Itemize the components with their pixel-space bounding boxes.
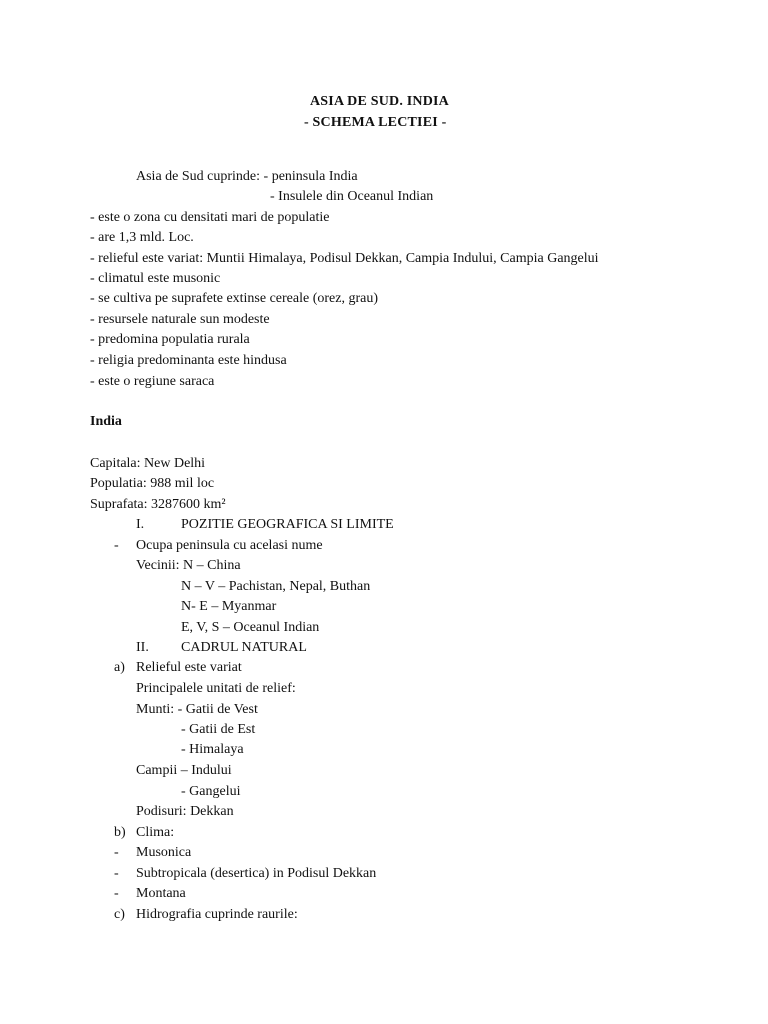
intro-bullet: - religia predominanta este hindusa: [90, 353, 287, 368]
section2-title: CADRUL NATURAL: [181, 640, 307, 655]
list-marker-c: c): [114, 907, 125, 922]
section1-item: Ocupa peninsula cu acelasi nume: [136, 538, 323, 553]
section1-dash: -: [114, 538, 119, 553]
india-populatia: Populatia: 988 mil loc: [90, 476, 215, 491]
vecinii-label: Vecinii: N – China: [136, 558, 241, 573]
principal-relief: Principalele unitati de relief:: [136, 681, 296, 696]
clima-dash: -: [114, 866, 119, 881]
intro-bullet: - este o regiune saraca: [90, 374, 215, 389]
campii-label: Campii – Indului: [136, 763, 232, 778]
clima-label: Clima:: [136, 825, 175, 840]
vecinii-item: N- E – Myanmar: [181, 599, 277, 614]
intro-bullet: - relieful este variat: Muntii Himalaya, Podisul Dekkan, Campia Indului, Campia Gangelui: [90, 251, 599, 266]
munti-label: Munti: - Gatii de Vest: [136, 702, 258, 717]
intro-bullet: - predomina populatia rurala: [90, 332, 250, 347]
clima-dash: -: [114, 845, 119, 860]
clima-item: Montana: [136, 886, 186, 901]
india-suprafata: Suprafata: 3287600 km²: [90, 497, 226, 512]
hidrografia-label: Hidrografia cuprinde raurile:: [136, 907, 298, 922]
intro-bullet: - este o zona cu densitati mari de populatie: [90, 210, 330, 225]
relief-text: Relieful este variat: [136, 660, 242, 675]
page-subtitle: - SCHEMA LECTIEI -: [304, 115, 447, 130]
list-marker-b: b): [114, 825, 126, 840]
clima-item: Subtropicala (desertica) in Podisul Dekkan: [136, 866, 377, 881]
clima-item: Musonica: [136, 845, 192, 860]
section1-number: I.: [136, 517, 145, 532]
vecinii-item: E, V, S – Oceanul Indian: [181, 620, 320, 635]
intro-lead-cont: - Insulele din Oceanul Indian: [270, 189, 434, 204]
list-marker-a: a): [114, 660, 125, 675]
section2-number: II.: [136, 640, 149, 655]
section1-title: POZITIE GEOGRAFICA SI LIMITE: [181, 517, 394, 532]
munti-item: - Himalaya: [181, 742, 244, 757]
india-heading: India: [90, 414, 122, 429]
intro-bullet: - are 1,3 mld. Loc.: [90, 230, 194, 245]
page-title: ASIA DE SUD. INDIA: [310, 94, 449, 109]
intro-bullet: - resursele naturale sun modeste: [90, 312, 270, 327]
campii-item: - Gangelui: [181, 784, 241, 799]
intro-bullet: - climatul este musonic: [90, 271, 221, 286]
munti-item: - Gatii de Est: [181, 722, 256, 737]
podisuri: Podisuri: Dekkan: [136, 804, 234, 819]
vecinii-item: N – V – Pachistan, Nepal, Buthan: [181, 579, 371, 594]
intro-bullet: - se cultiva pe suprafete extinse cereale (orez, grau): [90, 291, 379, 306]
intro-lead: Asia de Sud cuprinde: - peninsula India: [136, 169, 358, 184]
india-capitala: Capitala: New Delhi: [90, 456, 206, 471]
clima-dash: -: [114, 886, 119, 901]
